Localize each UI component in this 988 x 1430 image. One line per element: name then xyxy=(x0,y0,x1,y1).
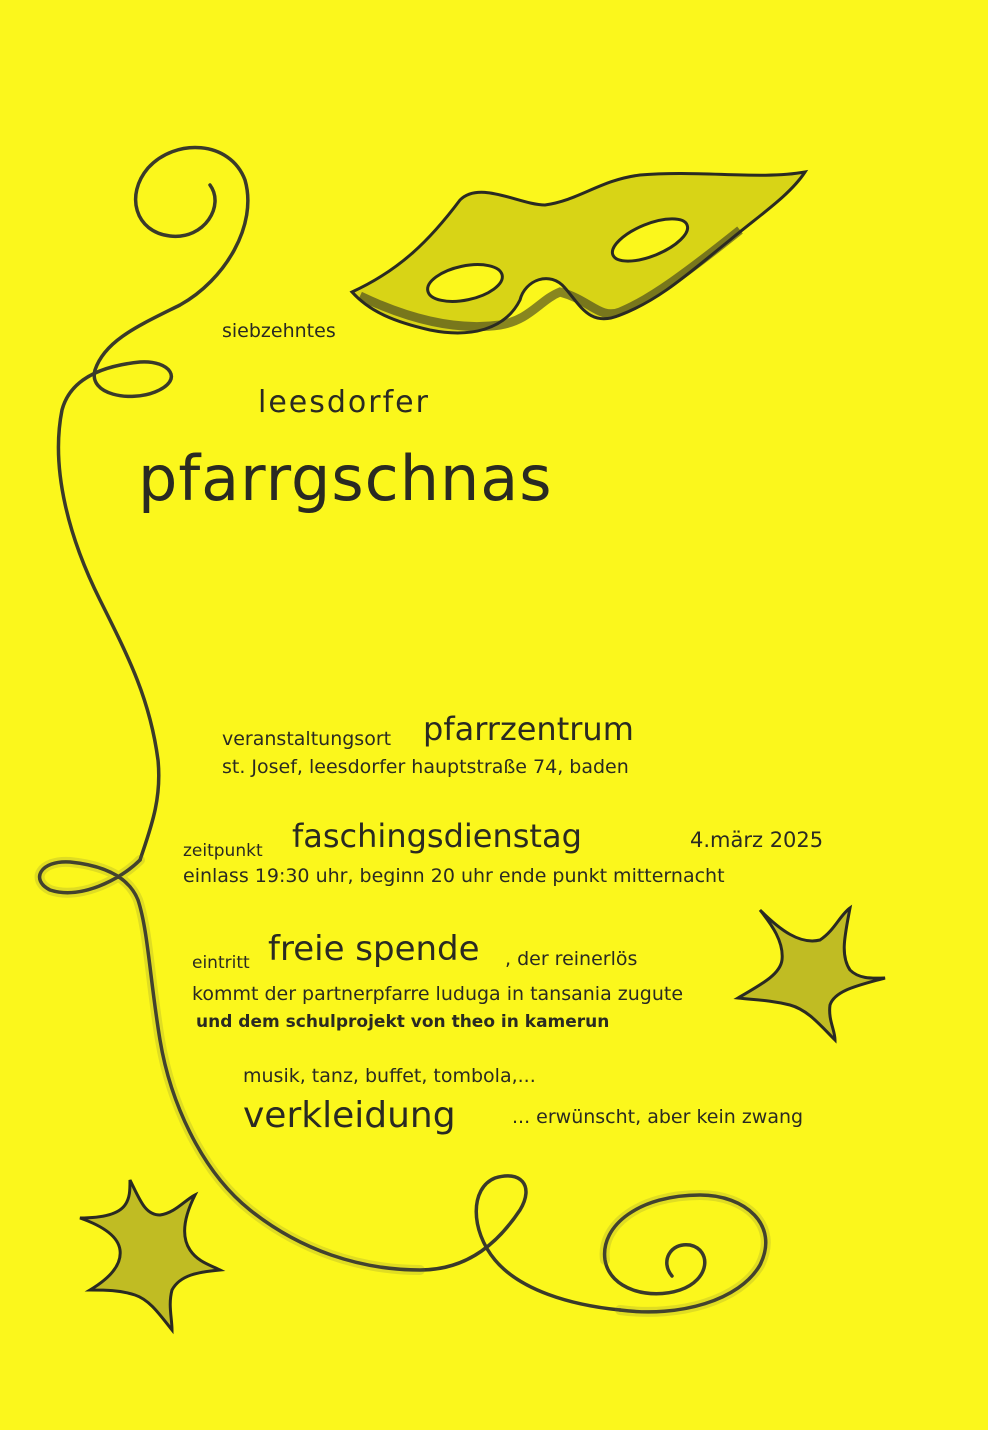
entry-line-2: kommt der partnerpfarre luduga in tansania zugute xyxy=(192,983,684,1005)
costume-heading: verkleidung xyxy=(243,1095,456,1136)
time-details: einlass 19:30 uhr, beginn 20 uhr ende punkt mitternacht xyxy=(183,865,725,887)
edition-label: siebzehntes xyxy=(222,320,336,342)
location-name: leesdorfer xyxy=(258,385,430,420)
entry-value: freie spende xyxy=(268,929,480,969)
event-date: 4.märz 2025 xyxy=(690,828,824,852)
entry-suffix: , der reinerlös xyxy=(505,948,638,970)
event-day: faschingsdienstag xyxy=(292,817,582,855)
event-title: pfarrgschnas xyxy=(138,442,553,515)
costume-note: ... erwünscht, aber kein zwang xyxy=(512,1106,804,1128)
venue-label: veranstaltungsort xyxy=(222,728,392,750)
venue-address: st. Josef, leesdorfer hauptstraße 74, baden xyxy=(222,756,629,778)
program-items: musik, tanz, buffet, tombola,... xyxy=(243,1065,536,1087)
venue-name: pfarrzentrum xyxy=(423,710,634,748)
entry-line-3: und dem schulprojekt von theo in kamerun xyxy=(196,1012,610,1032)
time-label: zeitpunkt xyxy=(183,841,263,861)
entry-label: eintritt xyxy=(192,953,250,973)
